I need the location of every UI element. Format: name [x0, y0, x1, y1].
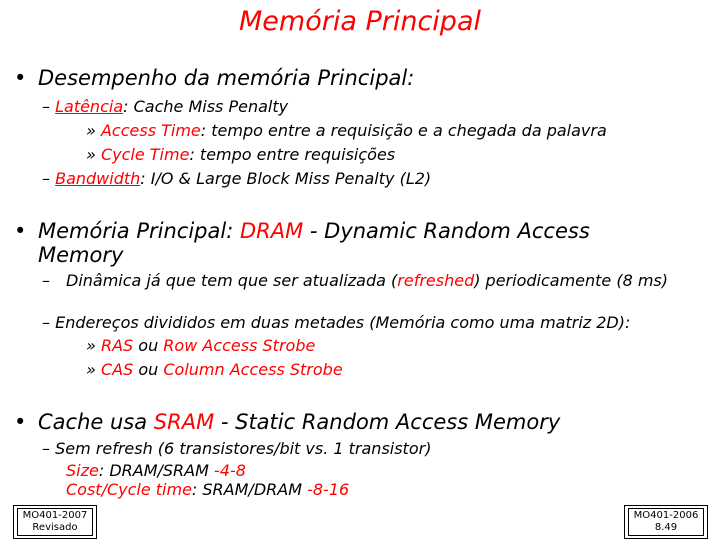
chevron-marker: »: [86, 360, 101, 379]
dram-prefix: Memória Principal:: [38, 219, 240, 243]
chevron-marker: »: [86, 336, 101, 355]
cas-ou: ou: [133, 360, 164, 379]
item-latencia: [42, 98, 288, 116]
dash: –: [42, 439, 56, 458]
dash: –: [42, 271, 50, 290]
item-dinamica: [66, 272, 696, 290]
item-bandwidth: [42, 170, 431, 188]
item-ras: [86, 337, 315, 355]
item-enderecos: [42, 314, 630, 332]
item-access-time: [86, 122, 607, 140]
dash: –: [42, 313, 56, 332]
ras-ou: ou: [133, 336, 164, 355]
footer-left-box: [13, 505, 97, 539]
item-cas: [86, 361, 343, 379]
item-cycle-time: [86, 146, 395, 164]
size-term: Size: [66, 461, 99, 480]
item-cost: [66, 481, 349, 499]
enderecos-text: Endereços divididos em duas metades (Memória como uma matriz 2D):: [55, 313, 631, 332]
item-sem-refresh: [42, 440, 431, 458]
bullet-sram-text: [38, 410, 560, 434]
chevron-marker: »: [86, 121, 101, 140]
footer-right-course: MO401-2006: [633, 510, 699, 521]
sram-term: SRAM: [153, 410, 215, 434]
latencia-term: Latência: [55, 97, 124, 116]
footer-left-course: MO401-2007: [22, 510, 88, 521]
ras-full: Row Access Strobe: [163, 336, 316, 355]
bullet-desempenho-text: Desempenho da memória Principal:: [38, 66, 415, 90]
refreshed-term: refreshed: [397, 271, 475, 290]
bullet-dot: •: [14, 410, 27, 434]
bandwidth-term: Bandwidth: [55, 169, 141, 188]
cas-term: CAS: [100, 360, 134, 379]
dram-term: DRAM: [239, 219, 304, 243]
bullet-dot: •: [14, 219, 27, 243]
dinamica-b: ) periodicamente (8 ms): [474, 271, 669, 290]
slide-title: Memória Principal: [239, 6, 481, 37]
dram-suffix: - Dynamic Random Access: [303, 219, 590, 243]
cycle-term: Cycle Time: [100, 145, 190, 164]
cas-full: Column Access Strobe: [163, 360, 343, 379]
size-value: -4-8: [214, 461, 246, 480]
latencia-rest: : Cache Miss Penalty: [123, 97, 289, 116]
cost-value: -8-16: [307, 480, 350, 499]
sram-prefix: Cache usa: [38, 410, 154, 434]
item-size: [66, 462, 246, 480]
footer-right-page: 8.49: [654, 522, 678, 533]
footer-right-box: [624, 505, 708, 539]
access-rest: : tempo entre a requisição e a chegada da palavra: [200, 121, 607, 140]
bullet-dot: •: [14, 66, 27, 90]
dash: –: [42, 169, 56, 188]
bullet-dram-line1: [38, 219, 590, 243]
refresh-text: Sem refresh (6 transistores/bit vs. 1 transistor): [55, 439, 432, 458]
cost-mid: : SRAM/DRAM: [191, 480, 308, 499]
cost-term: Cost/Cycle time: [66, 480, 192, 499]
dinamica-a: Dinâmica já que tem que ser atualizada (: [66, 271, 398, 290]
size-mid: : DRAM/SRAM: [98, 461, 215, 480]
cycle-rest: : tempo entre requisições: [189, 145, 396, 164]
chevron-marker: »: [86, 145, 101, 164]
bandwidth-rest: : I/O & Large Block Miss Penalty (L2): [140, 169, 432, 188]
sram-suffix: - Static Random Access Memory: [214, 410, 561, 434]
dash: –: [42, 97, 56, 116]
ras-term: RAS: [100, 336, 134, 355]
access-term: Access Time: [100, 121, 201, 140]
footer-left-note: Revisado: [32, 522, 78, 533]
bullet-dram-line2: Memory: [38, 243, 124, 267]
